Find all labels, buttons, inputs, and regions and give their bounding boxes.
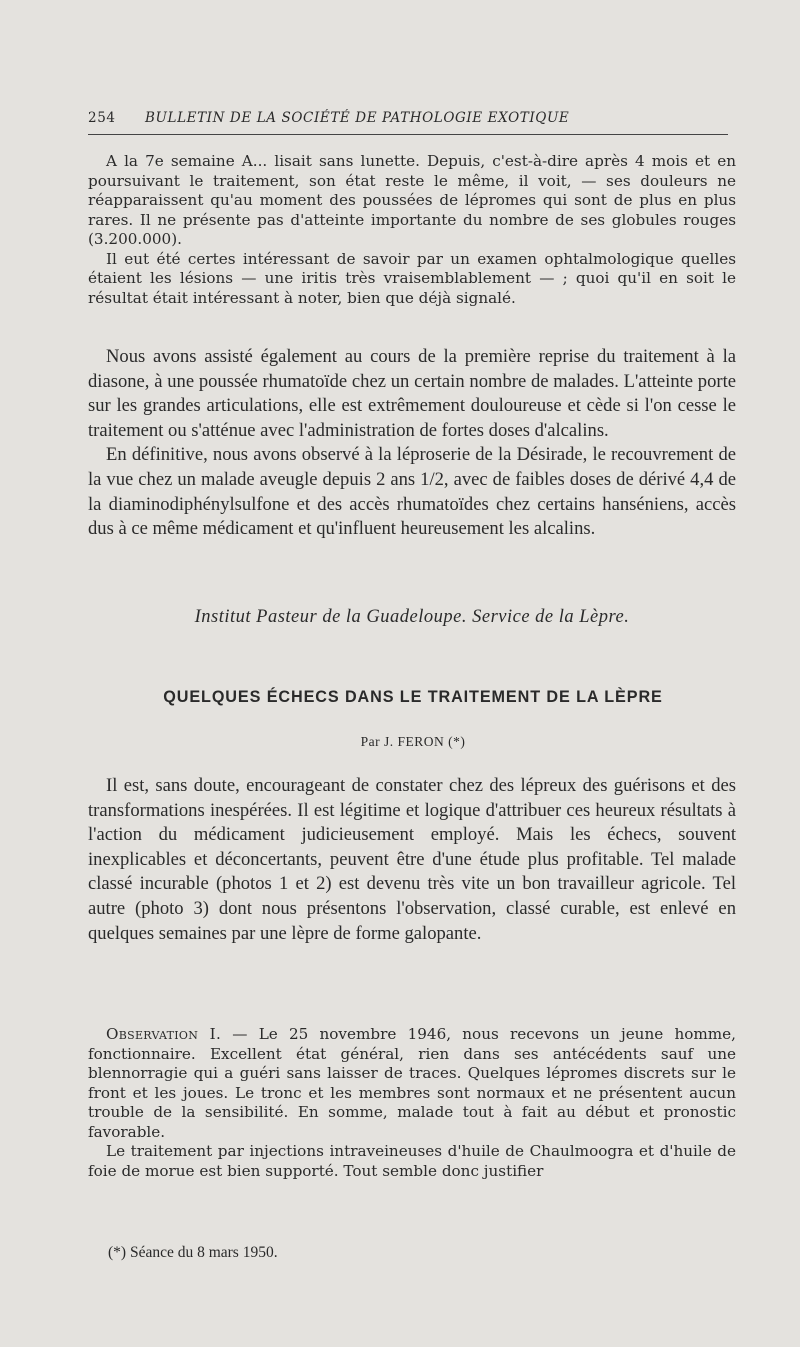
paragraph: En définitive, nous avons observé à la léproserie de la Désirade, le recouvrement de la vue chez un malade aveugle depuis 2 ans 1/2, avec de faibles doses de dérivé 4,4 de la diaminodiphénylsulfone et des accès rhumatoïdes chez certains hanséniens, accès dus à ce même médicament et qu'influent heureusement les alcalins. — [88, 444, 736, 540]
article-title: QUELQUES ÉCHECS DANS LE TRAITEMENT DE LA LÈPRE — [163, 688, 663, 706]
institution-signature: Institut Pasteur de la Guadeloupe. Service de la Lèpre. — [194, 607, 630, 627]
paragraph: Le traitement par injections intraveineuses d'huile de Chaulmoogra et d'huile de foie de morue est bien supporté. Tout semble donc justifier — [88, 1142, 736, 1180]
observation-paragraph — [88, 1025, 736, 1142]
paragraph: A la 7e semaine A... lisait sans lunette. Depuis, c'est-à-dire après 4 mois et en poursuivant le traitement, son état reste le même, il voit, — ses douleurs ne réapparaissent qu'au moment des poussées de lépromes qui sont de plus en plus rares. Il ne présente pas d'atteinte importante du nombre de ses globules rouges (3.200.000). — [88, 152, 736, 248]
observation-section — [88, 1025, 736, 1181]
observation-label: Observation I. — [106, 1025, 222, 1043]
header-rule — [88, 134, 728, 135]
previous-article-body — [88, 345, 736, 542]
paragraph: Nous avons assisté également au cours de la première reprise du traitement à la diasone, à une poussée rhumatoïde chez un certain nombre de malades. L'atteinte porte sur les grandes articulations, elle est extrêmement douloureuse et cède si l'on cesse le traitement ou s'atténue avec l'administration de fortes doses d'alcalins. — [88, 346, 736, 441]
observation-text: — Le 25 novembre 1946, nous recevons un jeune homme, fonctionnaire. Excellent état général, rien dans ses antécédents sauf une blennorragie qui a guéri sans laisser de traces. Quelques lépromes discrets sur le front et les joues. Le tronc et les membres sont normaux et ne présentent aucun trouble de la sensibilité. En somme, malade tout à fait au début et pronostic favorable. — [88, 1025, 736, 1141]
page-number: 254 — [88, 110, 116, 126]
article-intro — [88, 774, 736, 946]
paragraph: Il est, sans doute, encourageant de constater chez des lépreux des guérisons et des transformations inespérées. Il est légitime et logique d'attribuer ces heureux résultats à l'action du médicament judicieusement employé. Mais les échecs, souvent inexplicables et déconcertants, peuvent être d'une étude plus profitable. Tel malade classé incurable (photos 1 et 2) est devenu très vite un bon travailleur agricole. Tel autre (photo 3) dont nous présentons l'observation, classé curable, est enlevé en quelques semaines par une lèpre de forme galopante. — [88, 775, 736, 944]
journal-title: BULLETIN DE LA SOCIÉTÉ DE PATHOLOGIE EXOTIQUE — [145, 110, 570, 126]
previous-article-small-text — [88, 152, 736, 308]
footnote: (*) Séance du 8 mars 1950. — [108, 1244, 278, 1261]
article-author: Par J. FERON (*) — [360, 734, 466, 749]
paragraph: Il eut été certes intéressant de savoir par un examen ophtalmologique quelles étaient les lésions — une iritis très vraisemblablement — ; quoi qu'il en soit le résultat était intéressant à noter, bien que déjà signalé. — [88, 249, 736, 307]
